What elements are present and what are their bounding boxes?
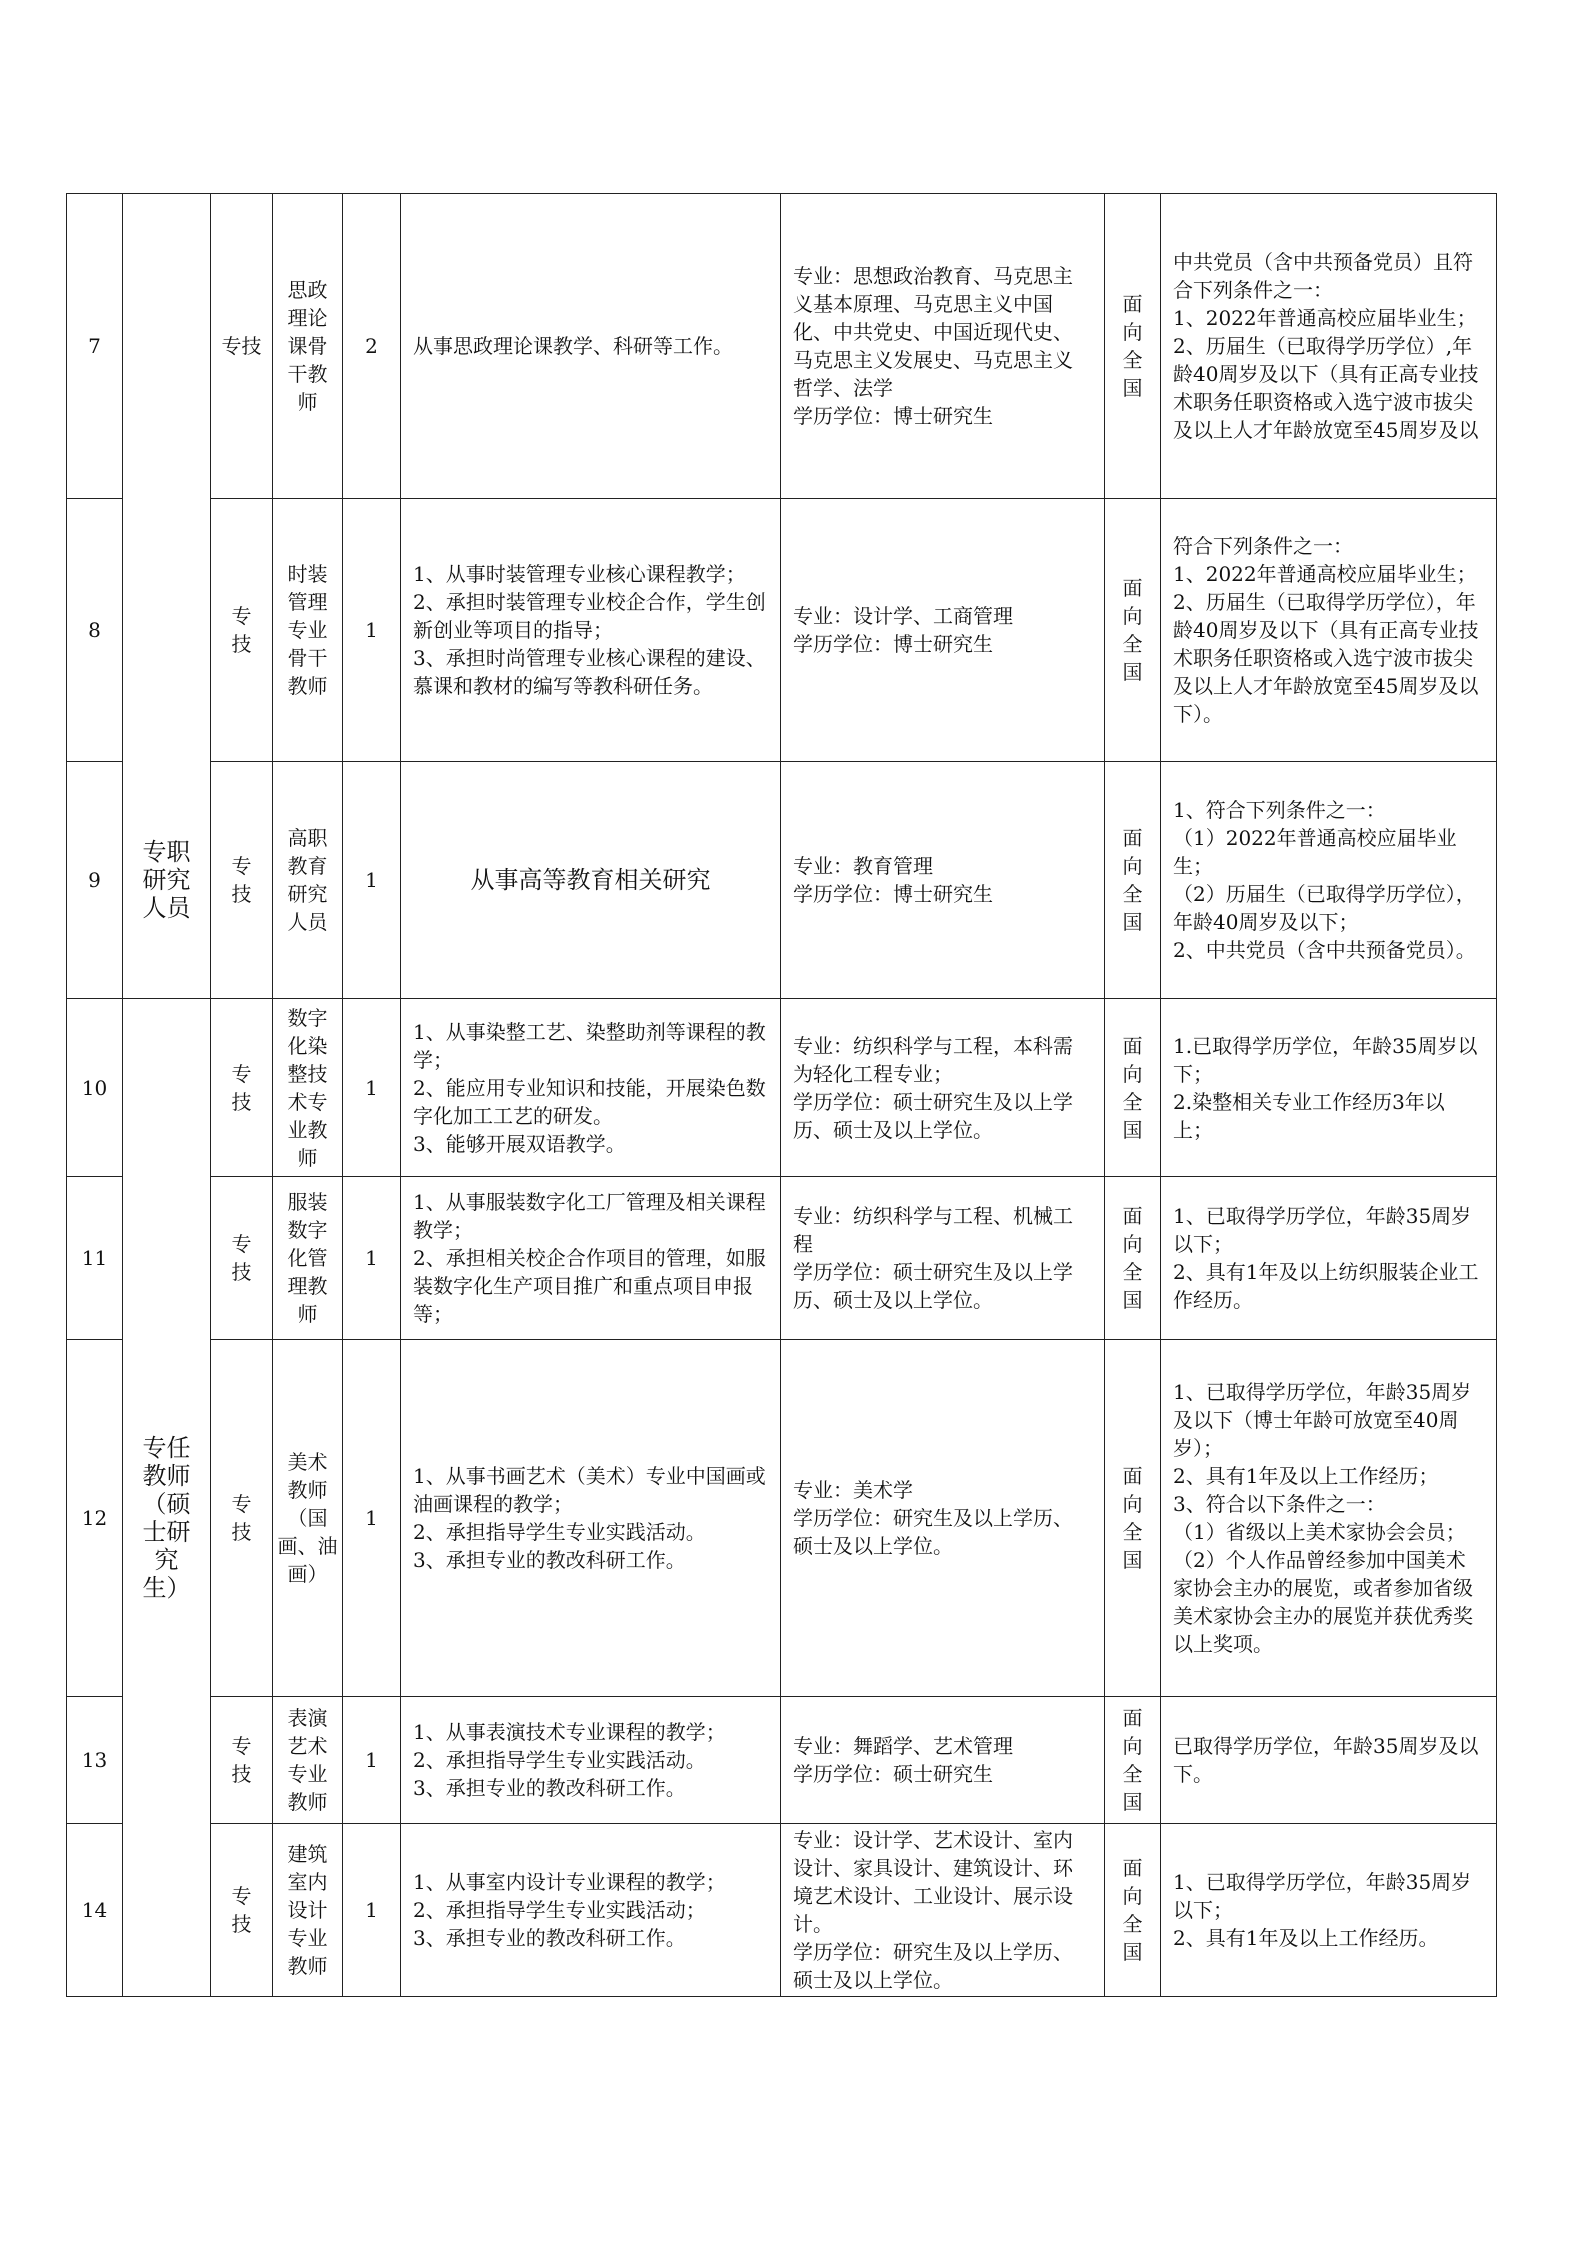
row-number: 14: [67, 1824, 123, 1997]
category-cell: [123, 1824, 211, 1997]
count-cell: 1: [343, 1824, 401, 1997]
position-cell: 建筑 室内 设计 专业 教师: [273, 1824, 343, 1997]
row-number: 8: [67, 499, 123, 762]
scope-cell: 面 向 全 国: [1105, 1697, 1161, 1824]
table-row: [67, 194, 1497, 499]
category-cell: [123, 194, 211, 499]
major-cell: 专业：设计学、工商管理 学历学位：博士研究生: [781, 499, 1105, 762]
row-number: 12: [67, 1340, 123, 1697]
requirements-cell: 1、已取得学历学位，年龄35周岁以下； 2、具有1年及以上纺织服装企业工作经历。: [1161, 1177, 1497, 1340]
requirements-cell: 符合下列条件之一： 1、2022年普通高校应届毕业生； 2、历届生（已取得学历学位），年龄40周岁及以下（具有正高专业技术职务任职资格或入选宁波市拔尖及以上人才年龄放宽至45周岁及以下）。: [1161, 499, 1497, 762]
major-cell: 专业：思想政治教育、马克思主义基本原理、马克思主义中国化、中共党史、中国近现代史、马克思主义发展史、马克思主义哲学、法学 学历学位：博士研究生: [781, 194, 1105, 499]
duty-cell: 1、从事染整工艺、染整助剂等课程的教学； 2、能应用专业知识和技能，开展染色数字化加工工艺的研发。 3、能够开展双语教学。: [401, 999, 781, 1177]
table-row: [67, 499, 1497, 762]
major-cell: 专业：教育管理 学历学位：博士研究生: [781, 762, 1105, 999]
requirements-cell: 1.已取得学历学位，年龄35周岁以下； 2.染整相关专业工作经历3年以上；: [1161, 999, 1497, 1177]
scope-cell: 面 向 全 国: [1105, 1340, 1161, 1697]
type-cell: 专 技: [211, 1824, 273, 1997]
table-row: [67, 762, 1497, 999]
duty-cell: 1、从事服装数字化工厂管理及相关课程教学； 2、承担相关校企合作项目的管理，如服装数字化生产项目推广和重点项目申报等；: [401, 1177, 781, 1340]
scope-cell: 面 向 全 国: [1105, 194, 1161, 499]
scope-cell: 面 向 全 国: [1105, 1177, 1161, 1340]
major-cell: 专业：美术学 学历学位：研究生及以上学历、硕士及以上学位。: [781, 1340, 1105, 1697]
type-cell: 专 技: [211, 499, 273, 762]
type-cell: 专 技: [211, 999, 273, 1177]
count-cell: 1: [343, 499, 401, 762]
count-cell: 1: [343, 1340, 401, 1697]
row-number: 11: [67, 1177, 123, 1340]
requirements-cell: 1、符合下列条件之一： （1）2022年普通高校应届毕业生； （2）历届生（已取得学历学位），年龄40周岁及以下； 2、中共党员（含中共预备党员）。: [1161, 762, 1497, 999]
position-cell: 时装 管理 专业 骨干 教师: [273, 499, 343, 762]
requirements-cell: 中共党员（含中共预备党员）且符合下列条件之一： 1、2022年普通高校应届毕业生； 2、历届生（已取得学历学位）,年龄40周岁及以下（具有正高专业技术职务任职资格或入选宁波市拔尖及以上人才年龄放宽至45周岁及以: [1161, 194, 1497, 499]
position-cell: 思政 理论 课骨 干教 师: [273, 194, 343, 499]
requirements-cell: 1、已取得学历学位，年龄35周岁及以下（博士年龄可放宽至40周岁）； 2、具有1年及以上工作经历； 3、符合以下条件之一： （1）省级以上美术家协会会员； （2）个人作品曾经参加中国美术家协会主办的展览，或者参加省级美术家协会主办的展览并获优秀奖以上奖项。: [1161, 1340, 1497, 1697]
category-cell: [123, 499, 211, 762]
category-cell: 专职 研究 人员: [123, 762, 211, 999]
duty-cell: 1、从事表演技术专业课程的教学； 2、承担指导学生专业实践活动。 3、承担专业的教改科研工作。: [401, 1697, 781, 1824]
duty-cell: 1、从事书画艺术（美术）专业中国画或油画课程的教学； 2、承担指导学生专业实践活动。 3、承担专业的教改科研工作。: [401, 1340, 781, 1697]
count-cell: 1: [343, 1177, 401, 1340]
table-row: [67, 1824, 1497, 1997]
major-cell: 专业：舞蹈学、艺术管理 学历学位：硕士研究生: [781, 1697, 1105, 1824]
duty-cell: 1、从事时装管理专业核心课程教学； 2、承担时装管理专业校企合作，学生创新创业等项目的指导； 3、承担时尚管理专业核心课程的建设、慕课和教材的编写等教科研任务。: [401, 499, 781, 762]
type-cell: 专技: [211, 194, 273, 499]
major-cell: 专业：设计学、艺术设计、室内设计、家具设计、建筑设计、环境艺术设计、工业设计、展示设计。 学历学位：研究生及以上学历、硕士及以上学位。: [781, 1824, 1105, 1997]
duty-cell: 从事思政理论课教学、科研等工作。: [401, 194, 781, 499]
major-cell: 专业：纺织科学与工程，本科需为轻化工程专业； 学历学位：硕士研究生及以上学历、硕士及以上学位。: [781, 999, 1105, 1177]
duty-cell: 1、从事室内设计专业课程的教学； 2、承担指导学生专业实践活动； 3、承担专业的教改科研工作。: [401, 1824, 781, 1997]
position-cell: 美术 教师 （国 画、油 画）: [273, 1340, 343, 1697]
duty-cell: 从事高等教育相关研究: [401, 762, 781, 999]
scope-cell: 面 向 全 国: [1105, 499, 1161, 762]
recruitment-table: [66, 193, 1497, 1997]
scope-cell: 面 向 全 国: [1105, 1824, 1161, 1997]
scope-cell: 面 向 全 国: [1105, 762, 1161, 999]
row-number: 13: [67, 1697, 123, 1824]
category-cell: [123, 999, 211, 1177]
major-cell: 专业：纺织科学与工程、机械工程 学历学位：硕士研究生及以上学历、硕士及以上学位。: [781, 1177, 1105, 1340]
scope-cell: 面 向 全 国: [1105, 999, 1161, 1177]
category-cell: [123, 1177, 211, 1340]
count-cell: 1: [343, 762, 401, 999]
type-cell: 专 技: [211, 762, 273, 999]
count-cell: 1: [343, 999, 401, 1177]
table-row: [67, 999, 1497, 1177]
position-cell: 数字 化染 整技 术专 业教 师: [273, 999, 343, 1177]
count-cell: 1: [343, 1697, 401, 1824]
position-cell: 高职 教育 研究 人员: [273, 762, 343, 999]
category-cell: [123, 1697, 211, 1824]
table-row: [67, 1177, 1497, 1340]
row-number: 10: [67, 999, 123, 1177]
count-cell: 2: [343, 194, 401, 499]
type-cell: 专 技: [211, 1697, 273, 1824]
table-row: [67, 1340, 1497, 1697]
row-number: 9: [67, 762, 123, 999]
requirements-cell: 1、已取得学历学位，年龄35周岁以下； 2、具有1年及以上工作经历。: [1161, 1824, 1497, 1997]
position-cell: 表演 艺术 专业 教师: [273, 1697, 343, 1824]
type-cell: 专 技: [211, 1177, 273, 1340]
type-cell: 专 技: [211, 1340, 273, 1697]
position-cell: 服装 数字 化管 理教 师: [273, 1177, 343, 1340]
row-number: 7: [67, 194, 123, 499]
requirements-cell: 已取得学历学位，年龄35周岁及以下。: [1161, 1697, 1497, 1824]
table-row: [67, 1697, 1497, 1824]
category-cell: 专任 教师 （硕 士研 究 生）: [123, 1340, 211, 1697]
